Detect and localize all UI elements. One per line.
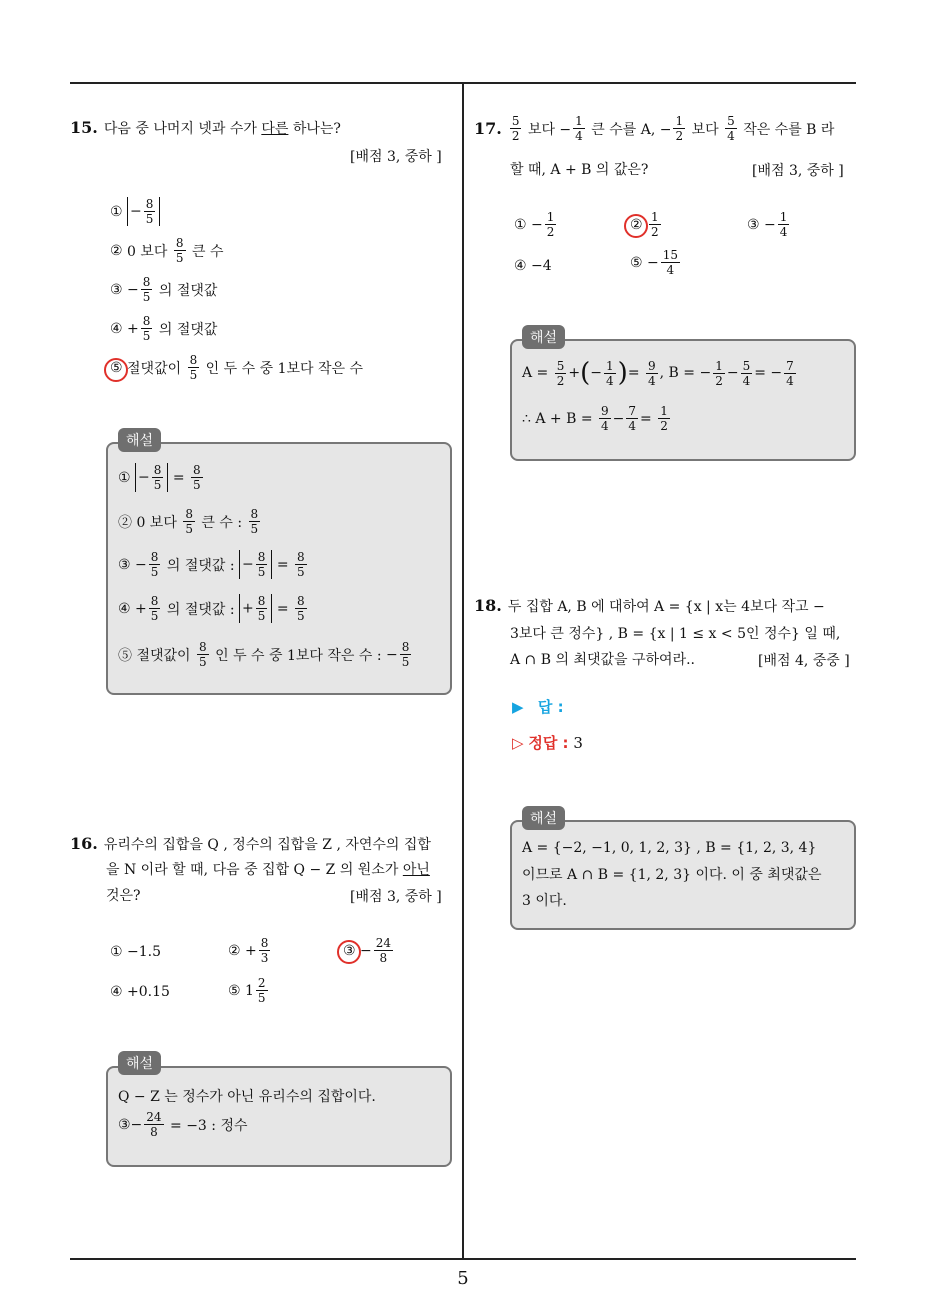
option-3[interactable]: ③ − $\frac{1}{4}$ [747, 210, 788, 239]
question-number: 15. [70, 118, 98, 137]
explanation-tag: 해설 [522, 325, 565, 349]
explanation-line: ② 0 보다 $\frac{8}{5}$ 큰 수 : $\frac{8}{5}$ [118, 507, 259, 536]
option-1[interactable]: ① − $\frac{8}{5}$ [110, 197, 160, 226]
option-3[interactable]: ③ − $\frac{24}{8}$ [343, 936, 392, 965]
explanation-line: 이므로 A ∩ B = {1, 2, 3} 이다. 이 중 최댓값은 [522, 867, 822, 883]
explanation-tag: 해설 [118, 1051, 161, 1075]
option-4[interactable]: ④ + $\frac{8}{5}$ 의 절댓값 [110, 314, 218, 343]
option-1[interactable]: ① − $\frac{1}{2}$ [514, 210, 555, 239]
explanation-tag: 해설 [522, 806, 565, 830]
explanation-line: ∴ A + B = $\frac{9}{4}$ − $\frac{7}{4}$ = $\frac{1}{2}$ [522, 404, 668, 433]
explanation-line: ③ − $\frac{8}{5}$ 의 절댓값 : − $\frac{8}{5}$ = $\frac{8}{5}$ [118, 550, 305, 579]
question-number: 18. [474, 596, 502, 615]
question-16-text-line2: 을 N 이라 할 때, 다음 중 집합 Q − Z 의 원소가 아닌 [106, 862, 430, 878]
question-16-text: 16. 유리수의 집합을 Q , 정수의 집합을 Z , 자연수의 집합 [70, 834, 431, 853]
option-2[interactable]: ② 0 보다 $\frac{8}{5}$ 큰 수 [110, 236, 224, 265]
bottom-rule [70, 1258, 856, 1260]
question-17-text-line2: 할 때, A + B 의 값은? [510, 162, 649, 178]
answer-mark-circle [624, 214, 648, 238]
play-icon: ▶ [512, 698, 524, 716]
triangle-outline-icon: ▷ [512, 734, 524, 752]
option-2[interactable]: ② $\frac{1}{2}$ [630, 210, 659, 239]
option-4[interactable]: ④ −4 [514, 258, 552, 274]
question-number: 16. [70, 834, 98, 853]
explanation-tag: 해설 [118, 428, 161, 452]
question-17-text: 17. $\frac{5}{2}$ 보다 − $\frac{1}{4}$ 큰 수를 A, − $\frac{1}{2}$ 보다 $\frac{5}{4}$ 작은 수를 B 라 [474, 114, 835, 143]
explanation-line: Q − Z 는 정수가 아닌 유리수의 집합이다. [118, 1089, 376, 1105]
question-18-text: 18. 두 집합 A, B 에 대하여 A = {x | x는 4보다 작고 − [474, 596, 825, 615]
explanation-line: ⑤ 절댓값이 $\frac{8}{5}$ 인 두 수 중 1보다 작은 수 : − $\frac{8}{5}$ [118, 640, 410, 669]
explanation-line: ① − $\frac{8}{5}$ = $\frac{8}{5}$ [118, 463, 201, 492]
score-label: [배점 3, 중하 ] [350, 889, 442, 905]
option-1[interactable]: ① −1.5 [110, 944, 161, 960]
explanation-line: A = {−2, −1, 0, 1, 2, 3} , B = {1, 2, 3, 4} [522, 840, 817, 856]
explanation-line: A = $\frac{5}{2}$ + ( − $\frac{1}{4}$ ) = $\frac{9}{4}$ , B = − $\frac{1}{2}$ − $\frac{5}{4}$ = − $\frac{7}{4}$ [522, 358, 794, 388]
option-3[interactable]: ③ − $\frac{8}{5}$ 의 절댓값 [110, 275, 218, 304]
score-label: [배점 3, 중하 ] [350, 149, 442, 165]
answer-mark-circle [104, 358, 128, 382]
option-2[interactable]: ② + $\frac{8}{3}$ [228, 936, 269, 965]
column-divider [462, 83, 464, 1259]
explanation-line: 3 이다. [522, 893, 567, 909]
option-5[interactable]: ⑤ − $\frac{15}{4}$ [630, 248, 679, 277]
score-label: [배점 4, 중중 ] [758, 653, 850, 669]
option-5[interactable]: ⑤ 절댓값이 $\frac{8}{5}$ 인 두 수 중 1보다 작은 수 [110, 353, 363, 382]
question-number: 17. [474, 119, 502, 138]
question-16-text-line3: 것은? [106, 888, 141, 904]
answer-line[interactable]: ▶ 답 : [512, 698, 564, 716]
option-4[interactable]: ④ +0.15 [110, 984, 170, 1000]
answer-mark-circle [337, 940, 361, 964]
question-18-text-line2: 3보다 큰 정수} , B = {x | 1 ≤ x < 5인 정수} 일 때, [510, 626, 841, 642]
correct-answer-line: ▷ 정답 : 3 [512, 734, 583, 752]
question-15-text: 15. 다음 중 나머지 넷과 수가 다른 하나는? [70, 118, 341, 137]
explanation-line: ④ + $\frac{8}{5}$ 의 절댓값 : + $\frac{8}{5}$ = $\frac{8}{5}$ [118, 594, 305, 623]
question-18-text-line3: A ∩ B 의 최댓값을 구하여라.. [510, 652, 695, 668]
score-label: [배점 3, 중하 ] [752, 163, 844, 179]
option-5[interactable]: ⑤ 1 $\frac{2}{5}$ [228, 976, 266, 1005]
page-number: 5 [457, 1268, 469, 1289]
explanation-line: ③− $\frac{24}{8}$ = −3 : 정수 [118, 1110, 248, 1139]
